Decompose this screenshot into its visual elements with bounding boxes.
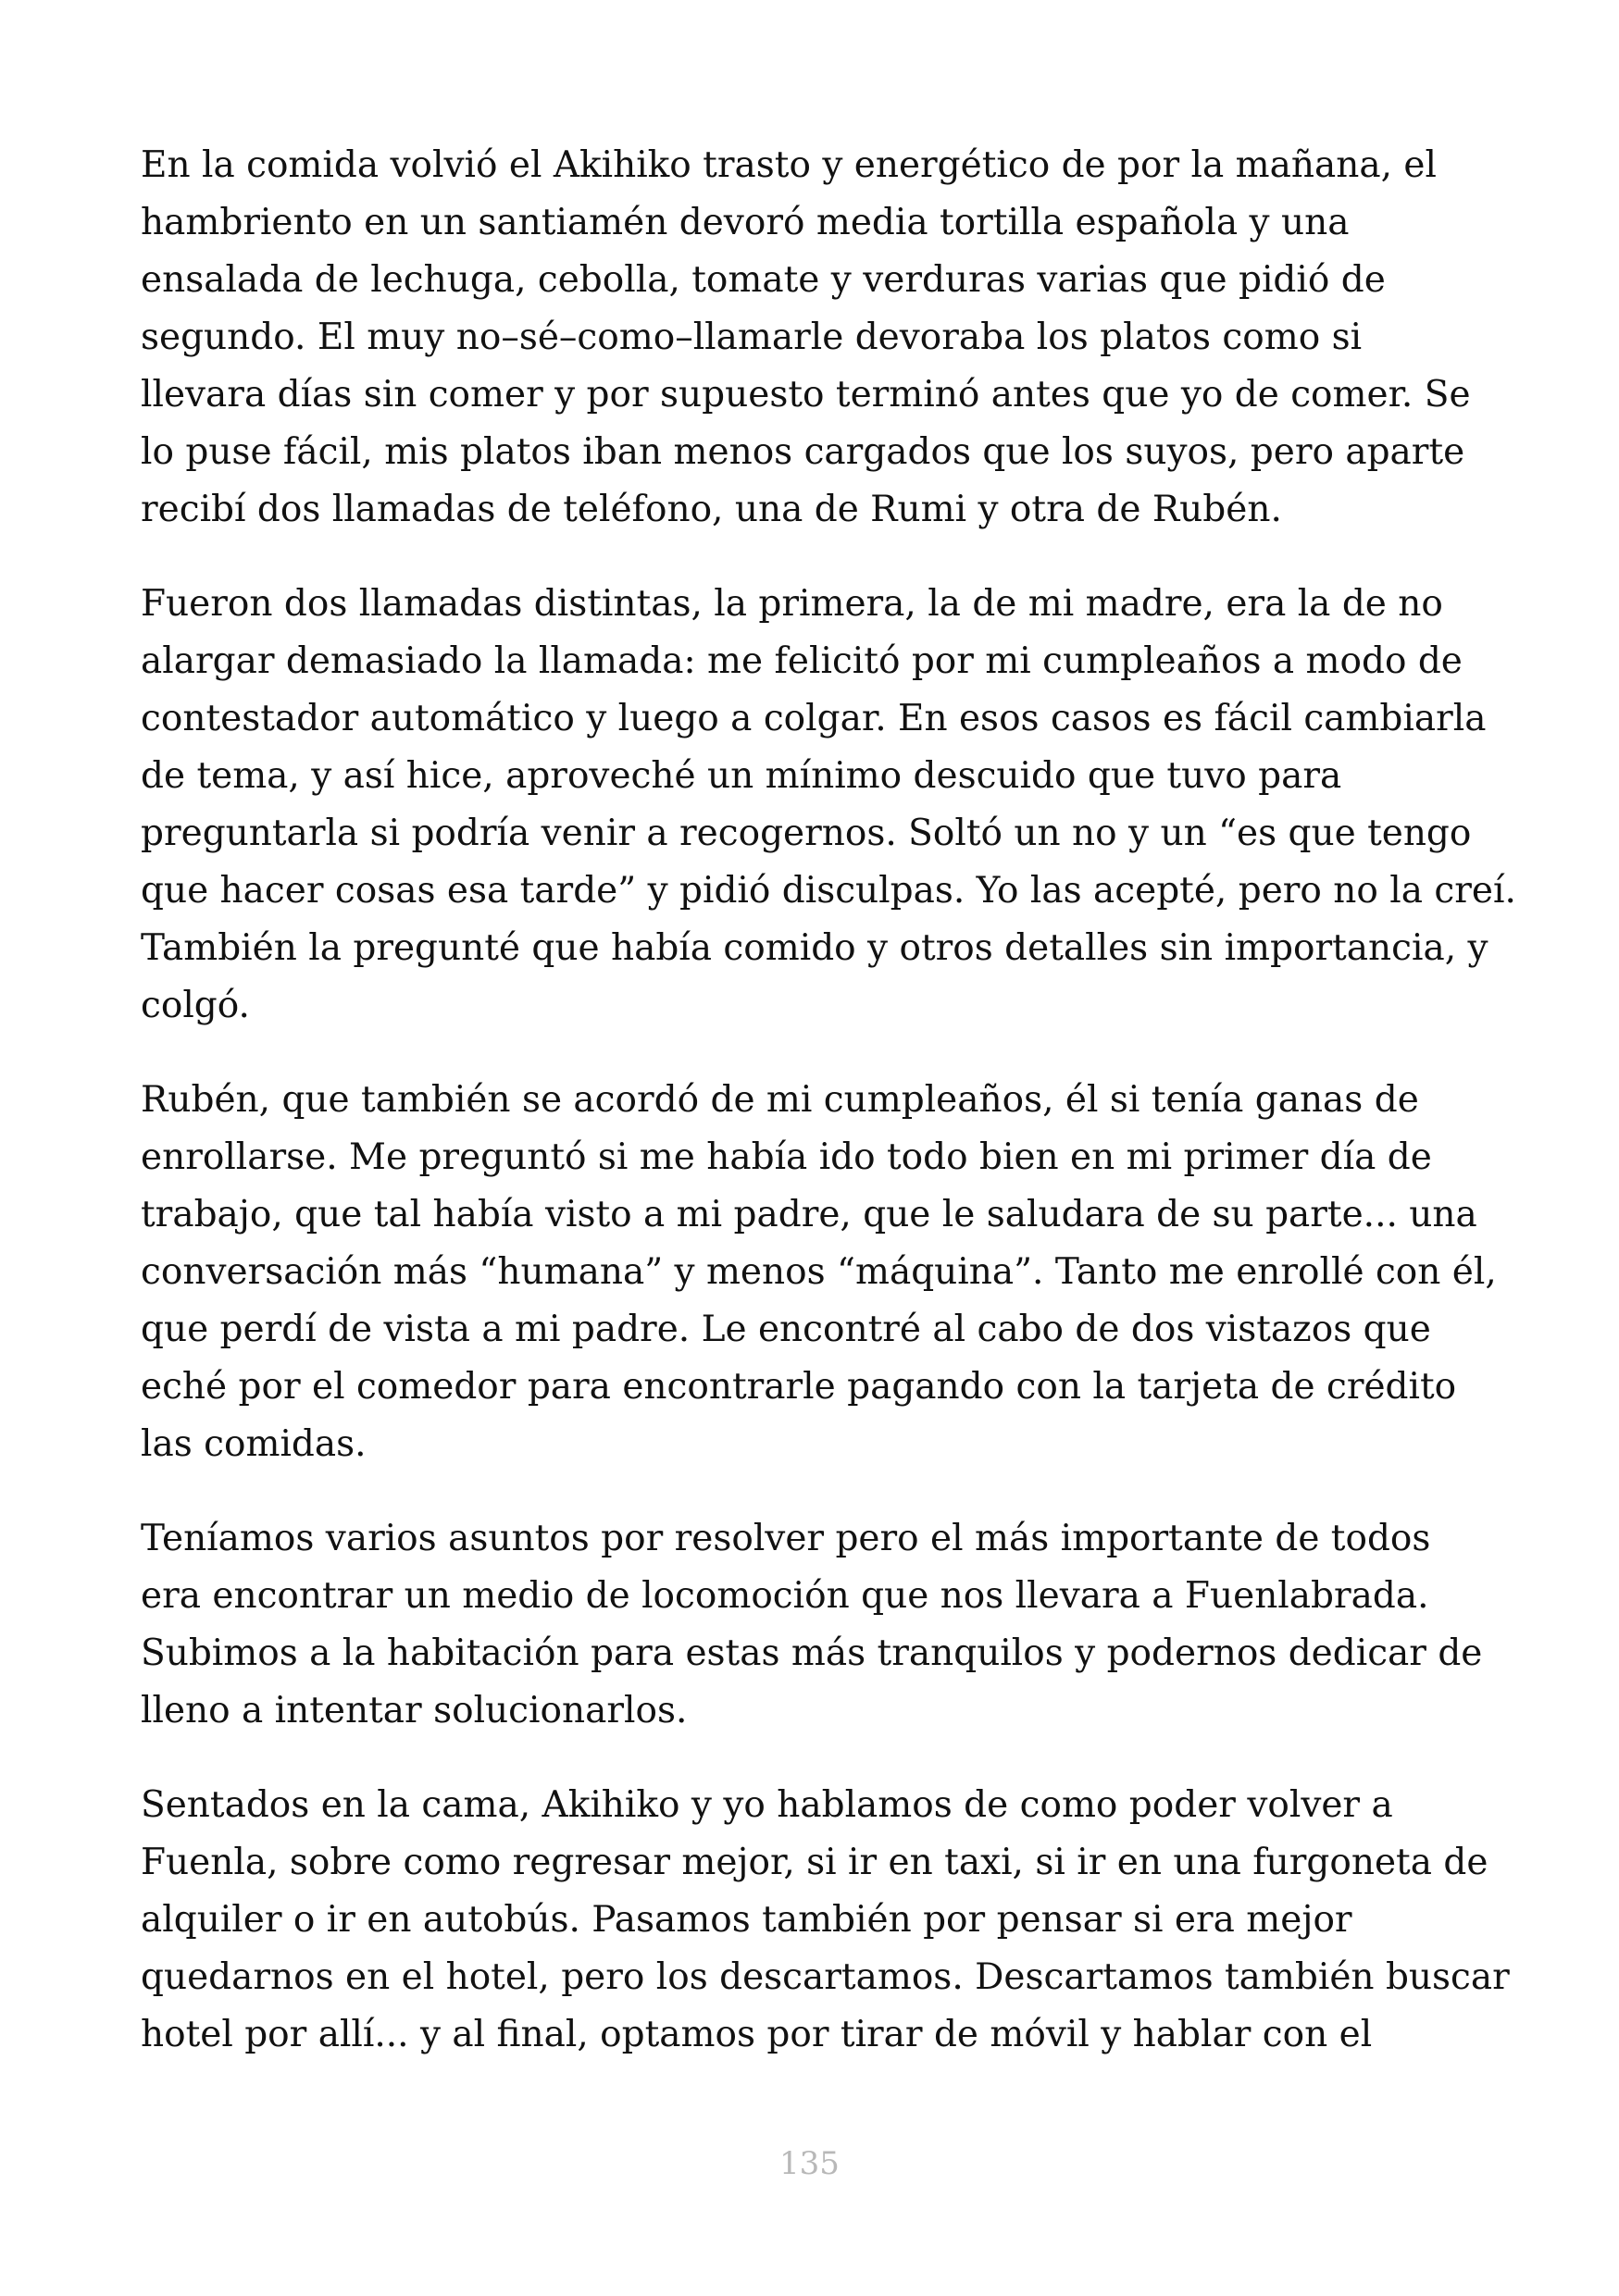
text-line: conversación más “humana” y menos “máquina”. Tanto me enrollé con él,	[141, 1251, 1497, 1293]
page-body-text	[141, 137, 1516, 2101]
text-line: hambriento en un santiamén devoró media tortilla española y una	[141, 202, 1350, 243]
paragraph-4	[141, 1510, 1501, 1740]
paragraph-2	[141, 576, 1516, 1035]
text-line: segundo. El muy no–sé–como–llamarle devoraba los platos como si	[141, 316, 1363, 358]
text-line: Rubén, que también se acordó de mi cumpleaños, él si tenía ganas de	[141, 1079, 1419, 1121]
text-line: de tema, y así hice, aproveché un mínimo descuido que tuvo para	[141, 755, 1342, 797]
text-line: Sentados en la cama, Akihiko y yo hablamos de como poder volver a	[141, 1784, 1393, 1826]
text-line: que hacer cosas esa tarde” y pidió disculpas. Yo las acepté, pero no la creí.	[141, 870, 1516, 912]
page-number: 135	[779, 2145, 840, 2182]
text-line: eché por el comedor para encontrarle pagando con la tarjeta de crédito	[141, 1366, 1457, 1408]
text-line: lleno a intentar solucionarlos.	[141, 1690, 688, 1731]
text-line: En la comida volvió el Akihiko trasto y energético de por la mañana, el	[141, 144, 1437, 186]
text-line: ensalada de lechuga, cebolla, tomate y verduras varias que pidió de	[141, 259, 1386, 301]
text-line: recibí dos llamadas de teléfono, una de Rumi y otra de Rubén.	[141, 489, 1282, 530]
text-line: También la pregunté que había comido y otros detalles sin importancia, y	[141, 927, 1488, 969]
text-line: enrollarse. Me preguntó si me había ido todo bien en mi primer día de	[141, 1136, 1432, 1178]
text-line: Subimos a la habitación para estas más tranquilos y podernos dedicar de	[141, 1632, 1483, 1674]
text-line: colgó.	[141, 985, 250, 1026]
paragraph-1	[141, 137, 1501, 539]
text-line: hotel por allí... y al final, optamos por tirar de móvil y hablar con el	[141, 2014, 1373, 2055]
text-line: alquiler o ir en autobús. Pasamos también por pensar si era mejor	[141, 1899, 1352, 1941]
text-line: trabajo, que tal había visto a mi padre, que le saludara de su parte... una	[141, 1194, 1477, 1235]
paragraph-3	[141, 1072, 1501, 1473]
text-line: alargar demasiado la llamada: me felicitó por mi cumpleaños a modo de	[141, 640, 1463, 682]
text-line: era encontrar un medio de locomoción que nos llevara a Fuenlabrada.	[141, 1575, 1429, 1617]
text-line: Teníamos varios asuntos por resolver pero el más importante de todos	[141, 1518, 1431, 1559]
text-line: Fueron dos llamadas distintas, la primera, la de mi madre, era la de no	[141, 583, 1443, 625]
text-line: Fuenla, sobre como regresar mejor, si ir en taxi, si ir en una furgoneta de	[141, 1842, 1488, 1883]
text-line: las comidas.	[141, 1423, 367, 1465]
paragraph-5	[141, 1777, 1510, 2064]
text-line: que perdí de vista a mi padre. Le encontré al cabo de dos vistazos que	[141, 1309, 1431, 1350]
text-line: llevara días sin comer y por supuesto terminó antes que yo de comer. Se	[141, 374, 1471, 416]
text-line: preguntarla si podría venir a recogernos. Soltó un no y un “es que tengo	[141, 813, 1472, 854]
text-line: lo puse fácil, mis platos iban menos cargados que los suyos, pero aparte	[141, 431, 1465, 473]
text-line: quedarnos en el hotel, pero los descartamos. Descartamos también buscar	[141, 1956, 1510, 1998]
text-line: contestador automático y luego a colgar. En esos casos es fácil cambiarla	[141, 698, 1487, 739]
